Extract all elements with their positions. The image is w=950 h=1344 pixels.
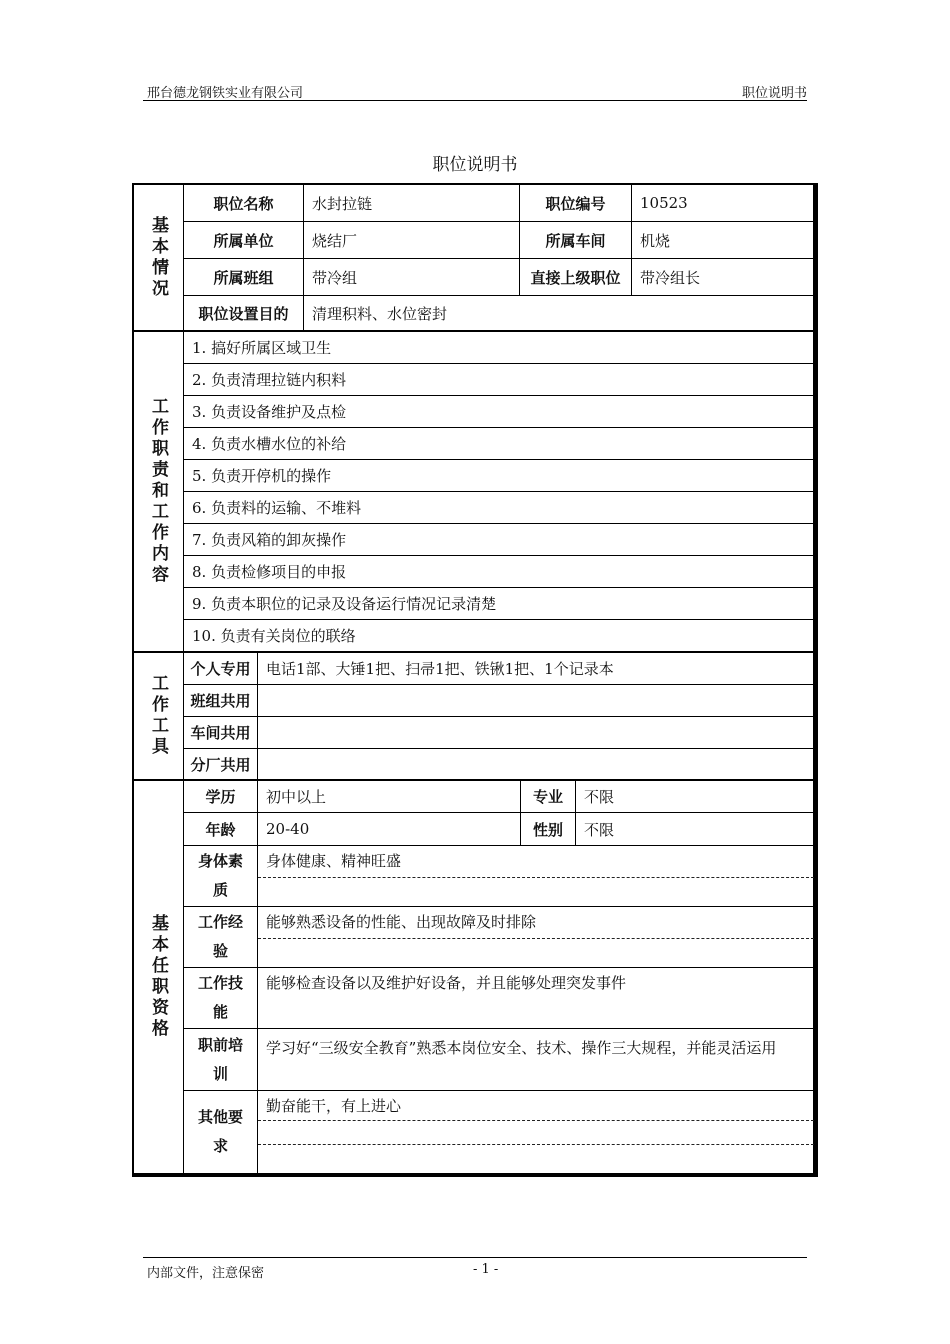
duty-item: 9. 负责本职位的记录及设备运行情况记录清楚 <box>184 588 814 620</box>
duty-item: 5. 负责开停机的操作 <box>184 460 814 492</box>
dashed-line <box>258 877 814 878</box>
skills-label: 工作技能 <box>184 968 258 1029</box>
page-footer <box>143 1257 807 1281</box>
company-name: 邢台德龙钢铁实业有限公司 <box>147 86 304 101</box>
education-value: 初中以上 <box>258 781 521 813</box>
position-name-value: 水封拉链 <box>304 185 520 222</box>
tool-team-label: 班组共用 <box>184 685 258 717</box>
unit-label: 所属单位 <box>184 222 304 259</box>
duty-item: 1. 搞好所属区域卫生 <box>184 332 814 364</box>
duty-item: 6. 负责料的运输、不堆料 <box>184 492 814 524</box>
dashed-line <box>258 1120 814 1121</box>
skills-value: 能够检查设备以及维护好设备，并且能够处理突发事件 <box>258 968 814 1029</box>
section-duties: 工作职责和工作内容 <box>134 332 184 653</box>
tool-workshop-label: 车间共用 <box>184 717 258 749</box>
gender-label: 性别 <box>521 813 576 846</box>
job-description-table <box>132 183 818 1177</box>
duty-item: 3. 负责设备维护及点检 <box>184 396 814 428</box>
unit-value: 烧结厂 <box>304 222 520 259</box>
workshop-value: 机烧 <box>632 222 814 259</box>
age-value: 20-40 <box>258 813 521 846</box>
experience-label: 工作经验 <box>184 907 258 968</box>
page-number: - 1 - <box>473 1262 499 1277</box>
duty-item: 7. 负责风箱的卸灰操作 <box>184 524 814 556</box>
position-name-label: 职位名称 <box>184 185 304 222</box>
tool-plant-label: 分厂共用 <box>184 749 258 781</box>
gender-value: 不限 <box>576 813 814 846</box>
tool-workshop-value <box>258 717 814 749</box>
major-value: 不限 <box>576 781 814 813</box>
training-value: 学习好“三级安全教育”熟悉本岗位安全、技术、操作三大规程，并能灵活运用 <box>258 1029 814 1091</box>
superior-label: 直接上级职位 <box>520 259 632 296</box>
purpose-label: 职位设置目的 <box>184 296 304 332</box>
physical-value: 身体健康、精神旺盛 <box>258 846 814 907</box>
superior-value: 带冷组长 <box>632 259 814 296</box>
position-code-label: 职位编号 <box>520 185 632 222</box>
tool-personal-value: 电话1部、大锤1把、扫帚1把、铁锹1把、1个记录本 <box>258 653 814 685</box>
physical-label: 身体素质 <box>184 846 258 907</box>
section-qualifications: 基本任职资格 <box>134 781 184 1173</box>
team-label: 所属班组 <box>184 259 304 296</box>
training-label: 职前培训 <box>184 1029 258 1091</box>
page-title: 职位说明书 <box>432 155 518 175</box>
team-value: 带冷组 <box>304 259 520 296</box>
dashed-line <box>258 1144 814 1145</box>
major-label: 专业 <box>521 781 576 813</box>
workshop-label: 所属车间 <box>520 222 632 259</box>
duty-item: 8. 负责检修项目的申报 <box>184 556 814 588</box>
experience-value: 能够熟悉设备的性能、出现故障及时排除 <box>258 907 814 968</box>
duty-item: 10. 负责有关岗位的联络 <box>184 620 814 653</box>
education-label: 学历 <box>184 781 258 813</box>
duty-item: 4. 负责水槽水位的补给 <box>184 428 814 460</box>
tool-team-value <box>258 685 814 717</box>
duty-item: 2. 负责清理拉链内积料 <box>184 364 814 396</box>
doc-type: 职位说明书 <box>741 86 807 101</box>
section-tools: 工作工具 <box>134 653 184 781</box>
dashed-line <box>258 938 814 939</box>
confidential-note: 内部文件，注意保密 <box>147 1266 265 1281</box>
tool-personal-label: 个人专用 <box>184 653 258 685</box>
section-basic-info: 基本情况 <box>134 185 184 332</box>
other-label: 其他要求 <box>184 1091 258 1173</box>
other-value: 勤奋能干，有上进心 <box>258 1091 814 1173</box>
page-header <box>143 82 807 101</box>
position-code-value: 10523 <box>632 185 814 222</box>
tool-plant-value <box>258 749 814 781</box>
purpose-value: 清理积料、水位密封 <box>304 296 814 332</box>
age-label: 年龄 <box>184 813 258 846</box>
